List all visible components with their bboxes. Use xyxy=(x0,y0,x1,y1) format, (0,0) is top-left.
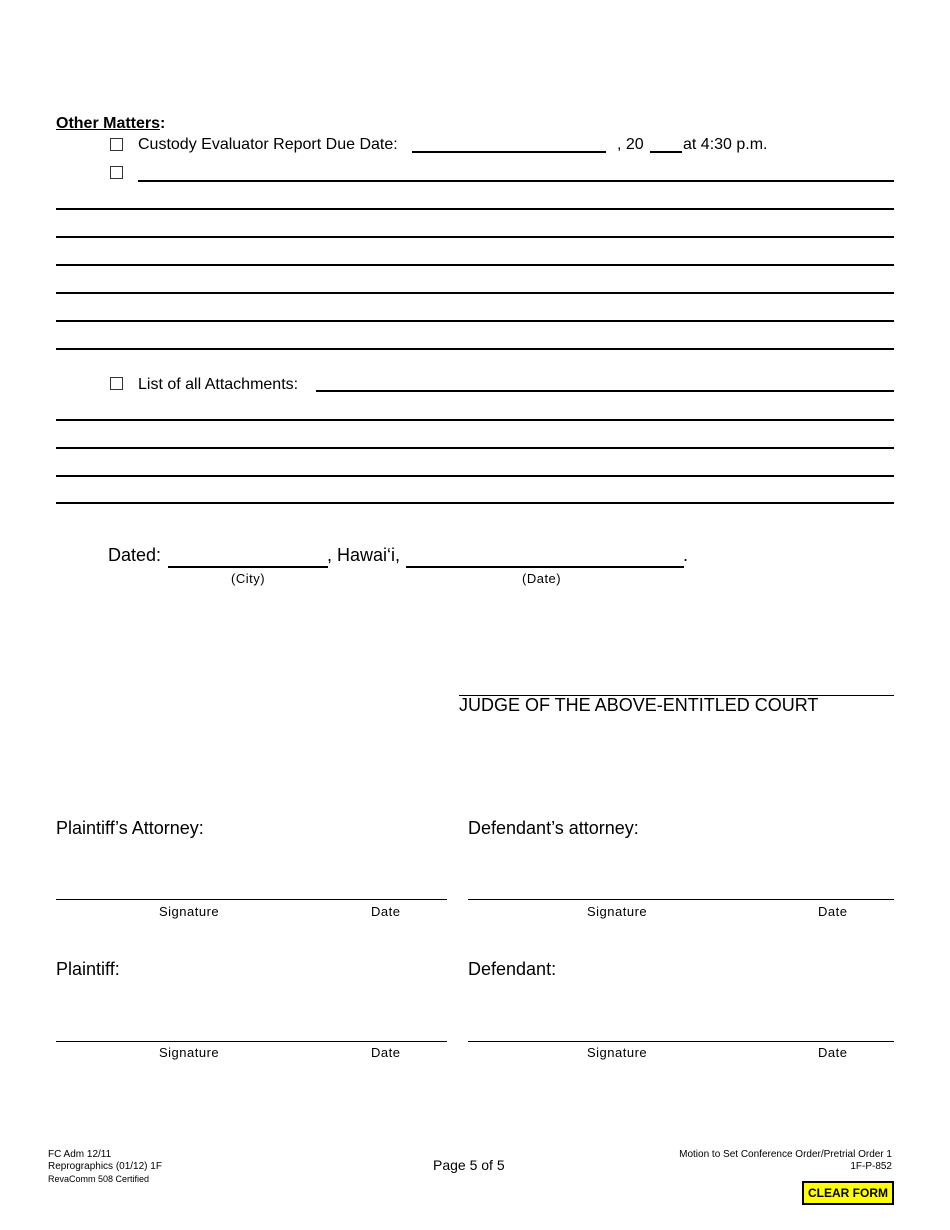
certified: RevaComm 508 Certified xyxy=(48,1174,150,1184)
page-number: Page 5 of 5 xyxy=(433,1157,505,1173)
plaintiff-attorney-signature-line[interactable] xyxy=(56,899,447,900)
signature-caption: Signature xyxy=(159,904,220,919)
judge-title: JUDGE OF THE ABOVE-ENTITLED COURT xyxy=(459,695,819,715)
dated-date-field[interactable] xyxy=(406,566,684,568)
other-matters-line[interactable] xyxy=(56,236,894,238)
form-id: FC Adm 12/11 xyxy=(48,1149,112,1160)
other-matters-heading xyxy=(56,115,165,133)
plaintiff-signature-line[interactable] xyxy=(56,1041,447,1042)
year-prefix: , 20 xyxy=(617,136,644,153)
custody-report-label: Custody Evaluator Report Due Date: xyxy=(138,136,398,153)
plaintiff-label: Plaintiff: xyxy=(56,959,120,979)
footer-right xyxy=(679,1149,892,1173)
other-matters-line[interactable] xyxy=(56,264,894,266)
footer-left xyxy=(48,1149,162,1185)
other-matters-line[interactable] xyxy=(56,292,894,294)
other-matters-colon: : xyxy=(160,115,166,132)
custody-report-year-field[interactable] xyxy=(650,151,682,153)
attachments-line[interactable] xyxy=(56,419,894,421)
defendant-attorney-label: Defendant’s attorney: xyxy=(468,818,639,838)
attachments-line[interactable] xyxy=(56,447,894,449)
defendant-label: Defendant: xyxy=(468,959,557,979)
attachments-label: List of all Attachments: xyxy=(138,376,299,393)
hawaii-text: , Hawai‘i, xyxy=(327,545,401,565)
dated-label: Dated: xyxy=(108,545,162,565)
signature-caption: Signature xyxy=(587,1045,648,1060)
other-matters-line[interactable] xyxy=(56,208,894,210)
other-matter-checkbox[interactable] xyxy=(110,166,123,179)
date-caption: Date xyxy=(818,1045,848,1060)
time-suffix: at 4:30 p.m. xyxy=(683,136,768,153)
other-matters-heading-text: Other Matters xyxy=(56,115,161,132)
clear-form-button[interactable]: CLEAR FORM xyxy=(802,1181,894,1205)
attachments-checkbox[interactable] xyxy=(110,377,123,390)
city-field[interactable] xyxy=(168,566,328,568)
defendant-attorney-signature-line[interactable] xyxy=(468,899,894,900)
other-matters-line[interactable] xyxy=(56,320,894,322)
signature-caption: Signature xyxy=(159,1045,220,1060)
date-caption: (Date) xyxy=(522,571,562,586)
date-caption: Date xyxy=(371,904,401,919)
date-caption: Date xyxy=(371,1045,401,1060)
custody-report-checkbox[interactable] xyxy=(110,138,123,151)
other-matters-line[interactable] xyxy=(56,348,894,350)
custody-report-date-field[interactable] xyxy=(412,151,606,153)
dated-period: . xyxy=(683,545,689,565)
attachments-field[interactable] xyxy=(316,390,894,392)
date-caption: Date xyxy=(818,904,848,919)
city-caption: (City) xyxy=(231,571,266,586)
form-number: 1F-P-852 xyxy=(850,1161,892,1172)
plaintiff-attorney-label: Plaintiff’s Attorney: xyxy=(56,818,204,838)
signature-caption: Signature xyxy=(587,904,648,919)
other-matter-field[interactable] xyxy=(138,180,894,182)
attachments-line[interactable] xyxy=(56,502,894,504)
reprographics: Reprographics (01/12) 1F xyxy=(48,1161,162,1172)
form-title: Motion to Set Conference Order/Pretrial Order 1 xyxy=(679,1149,892,1160)
attachments-line[interactable] xyxy=(56,475,894,477)
defendant-signature-line[interactable] xyxy=(468,1041,894,1042)
